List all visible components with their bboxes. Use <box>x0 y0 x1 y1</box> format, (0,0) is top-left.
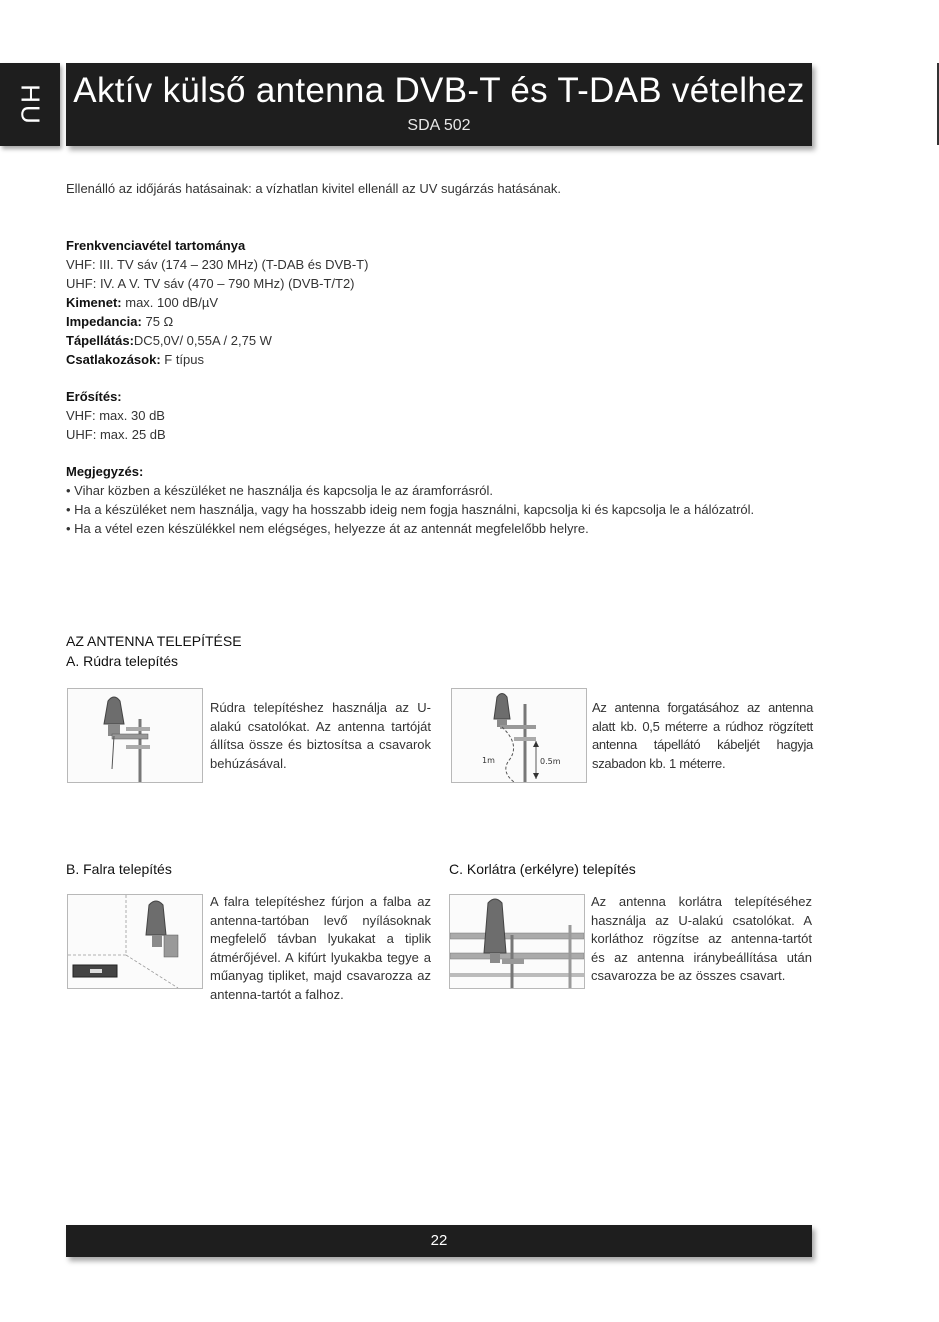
intro-block <box>66 179 826 198</box>
language-label: HU <box>15 83 46 126</box>
header-bar <box>66 63 812 146</box>
cable-slack-text: Az antenna forgatásához az antenna alatt kb. 0,5 méterre a rúdhoz rögzített antenna tápellátó kábeljét hagyja szabadon kb. 1 méterre. <box>592 700 813 771</box>
notes-heading: Megjegyzés: <box>66 464 144 479</box>
spec-impedance: Impedancia: 75 Ω <box>66 314 174 329</box>
spec-power: Tápellátás:DC5,0V/ 0,55A / 2,75 W <box>66 333 272 348</box>
pole-install-heading: A. Rúdra telepítés <box>66 653 179 669</box>
rail-install-heading: C. Korlátra (erkélyre) telepítés <box>449 861 636 877</box>
cable-slack-figure <box>451 688 587 783</box>
gain-heading: Erősítés: <box>66 389 122 404</box>
language-tab <box>0 63 60 146</box>
freq-vhf: VHF: III. TV sáv (174 – 230 MHz) (T-DAB és DVB-T) <box>66 257 369 272</box>
one-meter-label: 1m <box>482 756 495 765</box>
spec-output: Kimenet: max. 100 dB/µV <box>66 295 218 310</box>
model-number: SDA 502 <box>407 117 471 134</box>
page-title: Aktív külső antenna DVB-T és T-DAB vételhez <box>73 71 805 110</box>
gain-uhf: UHF: max. 25 dB <box>66 427 166 442</box>
note-item: • Ha a vétel ezen készülékkel nem elégséges, helyezze át az antennát megfelelőbb helyre. <box>66 521 589 536</box>
page-footer <box>66 1225 812 1257</box>
pole-install-text: Rúdra telepítéshez használja az U-alakú csatolókat. Az antenna tartóját állítsa össze és biztosítsa a csavarok behúzásával. <box>210 700 431 771</box>
wall-mount-figure <box>67 894 203 989</box>
pole-mount-figure <box>67 688 203 783</box>
gain-vhf: VHF: max. 30 dB <box>66 408 165 423</box>
notes-block <box>66 462 826 538</box>
wall-install-text: A falra telepítéshez fúrjon a falba az antenna-tartóban levő nyílásoknak megfelelő távban lyukakat a tiplik átmérőjével. A kifúrt lyukakba tegye a műanyag tipliket, majd csavarozza az antenna-tartót a falhoz. <box>210 894 431 1002</box>
page-number: 22 <box>430 1232 448 1249</box>
intro-text: Ellenálló az időjárás hatásainak: a vízhatlan kivitel ellenáll az UV sugárzás hatásának. <box>66 181 562 196</box>
rail-mount-figure <box>449 894 585 989</box>
freq-uhf: UHF: IV. A V. TV sáv (470 – 790 MHz) (DVB-T/T2) <box>66 276 355 291</box>
install-heading: AZ ANTENNA TELEPÍTÉSE <box>66 633 242 649</box>
specs-block <box>66 236 826 369</box>
note-item: • Vihar közben a készüléket ne használja és kapcsolja le az áramforrásról. <box>66 483 494 498</box>
note-item: • Ha a készüléket nem használja, vagy ha hosszabb ideig nem fogja használni, kapcsolja ki és kapcsolja le a hálózatról. <box>66 502 755 517</box>
spec-connectors: Csatlakozások: F típus <box>66 352 205 367</box>
wall-install-heading: B. Falra telepítés <box>66 861 172 877</box>
freq-heading: Frenkvenciavétel tartománya <box>66 238 246 253</box>
gain-block <box>66 387 826 444</box>
half-meter-label: 0.5m <box>540 757 561 766</box>
rail-install-text: Az antenna korlátra telepítéséhez használja az U-alakú csatolókat. A korláthoz rögzítse az antenna-tartót és az antenna iránybeállítása után csavarozza be az összes csavart. <box>591 894 812 983</box>
